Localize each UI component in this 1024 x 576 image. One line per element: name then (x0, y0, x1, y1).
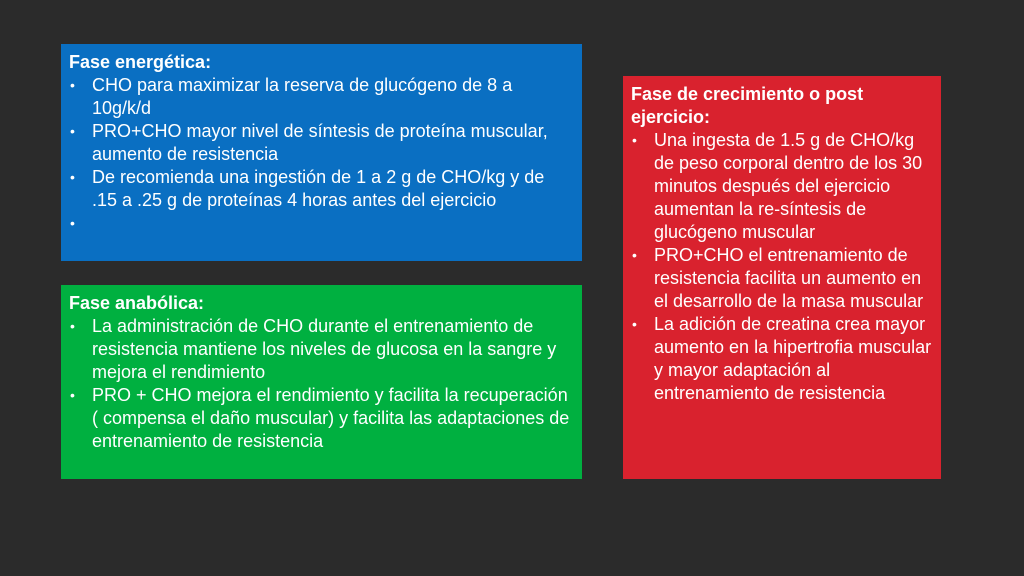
anabolic-phase-list (69, 315, 574, 453)
bullet-icon: • (70, 77, 75, 93)
list-item (69, 120, 574, 166)
growth-phase-list (631, 129, 933, 405)
list-item-text: CHO para maximizar la reserva de glucógeno de 8 a 10g/k/d (92, 75, 513, 118)
bullet-icon: • (70, 123, 75, 139)
energetic-phase-list (69, 74, 574, 235)
list-item-text: De recomienda una ingestión de 1 a 2 g de CHO/kg y de .15 a .25 g de proteínas 4 horas antes del ejercicio (92, 167, 545, 210)
bullet-icon: • (70, 318, 75, 334)
list-item (69, 74, 574, 120)
list-item-text: PRO + CHO mejora el rendimiento y facilita la recuperación ( compensa el daño muscular) y facilita las adaptaciones de entrenamiento de resistencia (92, 385, 570, 451)
list-item-text: PRO+CHO mayor nivel de síntesis de proteína muscular, aumento de resistencia (92, 121, 548, 164)
anabolic-phase-title: Fase anabólica: (69, 293, 205, 313)
list-item (69, 384, 574, 453)
list-item (69, 166, 574, 212)
anabolic-phase-box (61, 285, 582, 479)
growth-phase-title: Fase de crecimiento o post ejercicio: (631, 84, 864, 127)
list-item (631, 244, 933, 313)
energetic-phase-title: Fase energética: (69, 52, 212, 72)
list-item (69, 212, 574, 235)
bullet-icon: • (70, 169, 75, 185)
list-item-text: PRO+CHO el entrenamiento de resistencia facilita un aumento en el desarrollo de la masa muscular (654, 245, 924, 311)
list-item-text: La adición de creatina crea mayor aumento en la hipertrofia muscular y mayor adaptación al entrenamiento de resistencia (654, 314, 932, 403)
bullet-icon: • (632, 132, 637, 148)
bullet-icon: • (70, 387, 75, 403)
list-item-text: Una ingesta de 1.5 g de CHO/kg de peso corporal dentro de los 30 minutos después del ejercicio aumentan la re-síntesis de glucógeno muscular (654, 130, 923, 242)
bullet-icon: • (632, 247, 637, 263)
list-item (631, 313, 933, 405)
list-item-text: La administración de CHO durante el entrenamiento de resistencia mantiene los niveles de glucosa en la sangre y mejora el rendimiento (92, 316, 557, 382)
energetic-phase-box (61, 44, 582, 261)
list-item (69, 315, 574, 384)
bullet-icon: • (632, 316, 637, 332)
growth-phase-box (623, 76, 941, 479)
list-item (631, 129, 933, 244)
bullet-icon: • (70, 215, 75, 231)
